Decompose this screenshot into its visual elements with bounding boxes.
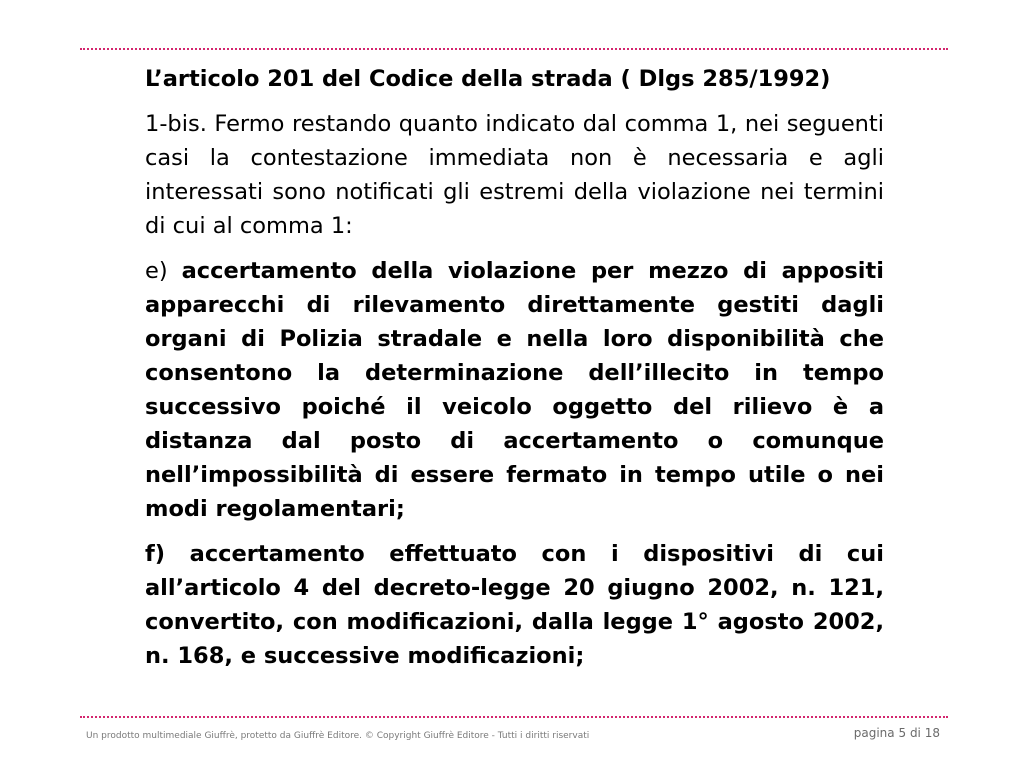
slide-heading: L’articolo 201 del Codice della strada ( Dlgs 285/1992)	[145, 66, 831, 92]
bottom-dotted-divider	[80, 716, 948, 718]
page-of: di	[909, 726, 921, 740]
item-e-text: accertamento della violazione per mezzo di appositi apparecchi di rilevamento direttamente gestiti dagli organi di Polizia stradale e nella loro disponibilità che consentono la determinazione dell’illecito in tempo successivo poiché il veicolo oggetto del rilievo è a distanza dal posto di accertamento o comunque nell’impossibilità di essere fermato in tempo utile o nei modi regolamentari;	[145, 258, 884, 522]
top-dotted-divider	[80, 48, 948, 50]
paragraph-intro: 1-bis. Fermo restando quanto indicato dal comma 1, nei seguenti casi la contestazione immediata non è necessaria e agli interessati sono notificati gli estremi della violazione nei termini di cui al comma 1:	[145, 111, 884, 239]
footer-copyright: Un prodotto multimediale Giuffrè, protetto da Giuffrè Editore. © Copyright Giuffrè Editore - Tutti i diritti riservati	[86, 731, 590, 741]
page-label: pagina	[853, 726, 895, 740]
page-current: 5	[898, 726, 907, 740]
item-e	[145, 254, 884, 526]
page-total: 18	[924, 726, 940, 740]
slide-content	[145, 62, 884, 684]
item-e-marker: e)	[145, 258, 168, 284]
item-f: f) accertamento effettuato con i dispositivi di cui all’articolo 4 del decreto-legge 20 giugno 2002, n. 121, convertito, con modificazioni, dalla legge 1° agosto 2002, n. 168, e successive modificazioni;	[145, 541, 884, 669]
page-indicator	[854, 726, 940, 740]
